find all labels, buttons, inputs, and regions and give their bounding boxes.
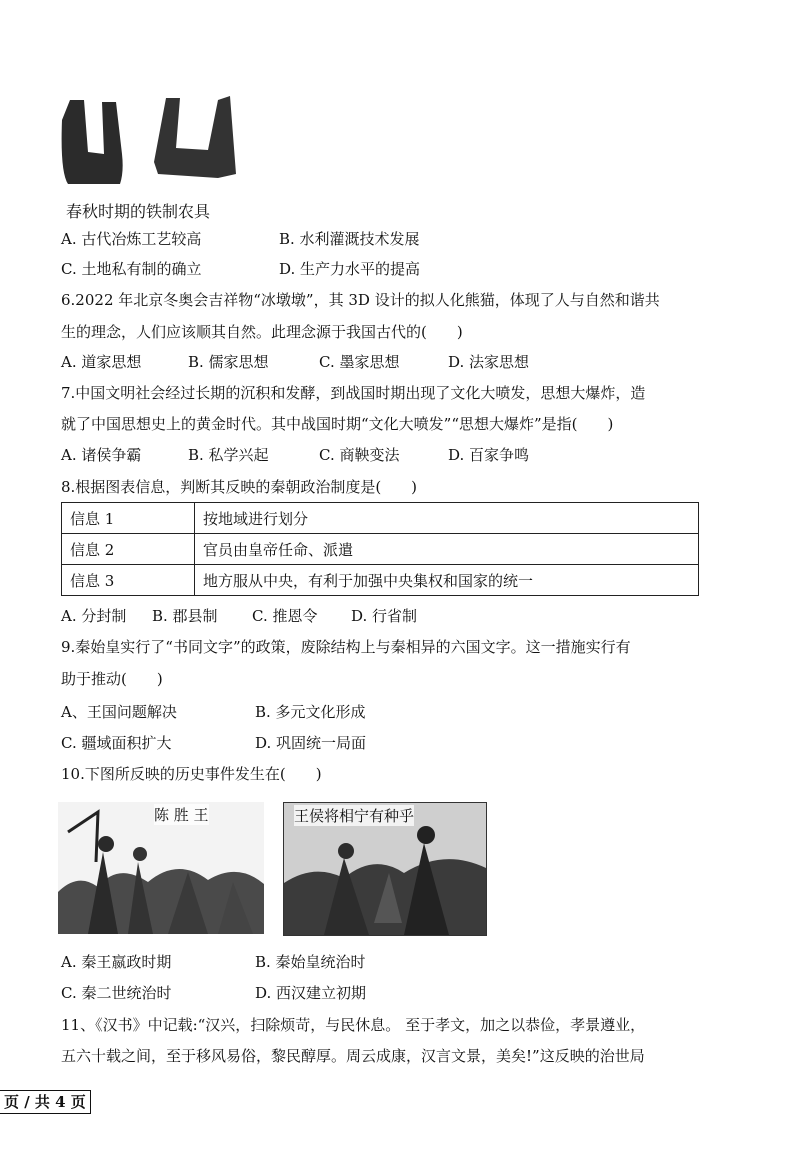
q6-option-a: A. 道家思想	[61, 353, 142, 371]
q7-stem-line2: 就了中国思想史上的黄金时代。其中战国时期“文化大喷发”“思想大爆炸”是指( )	[61, 415, 614, 433]
q8-option-a: A. 分封制	[61, 607, 127, 625]
table-cell-key: 信息 3	[62, 565, 195, 596]
q8-option-c: C. 推恩令	[252, 607, 318, 625]
info-table	[61, 502, 699, 596]
uprising-illustration-left	[58, 802, 264, 934]
table-row	[62, 565, 699, 596]
q5-option-b: B. 水利灌溉技术发展	[279, 230, 420, 248]
q5-option-d: D. 生产力水平的提高	[279, 260, 421, 278]
iron-tool-right	[154, 96, 236, 178]
iron-tools-image	[58, 92, 243, 187]
q9-option-a: A、王国问题解决	[61, 703, 177, 721]
q9-stem-line1: 9.秦始皇实行了“书同文字”的政策，废除结构上与秦相异的六国文字。这一措施实行有	[61, 638, 631, 656]
q6-option-b: B. 儒家思想	[188, 353, 269, 371]
q10-stem: 10.下图所反映的历史事件发生在( )	[61, 765, 322, 783]
table-row	[62, 534, 699, 565]
q8-option-d: D. 行省制	[351, 607, 418, 625]
q10-option-d: D. 西汉建立初期	[255, 984, 367, 1002]
q6-stem-line1: 6.2022 年北京冬奥会吉祥物“冰墩墩”，其 3D 设计的拟人化熊猫，体现了人与自然和谐共	[61, 291, 660, 309]
iron-tool-left	[62, 100, 123, 184]
q7-option-d: D. 百家争鸣	[448, 446, 530, 464]
q7-option-c: C. 商鞅变法	[319, 446, 400, 464]
q6-option-d: D. 法家思想	[448, 353, 530, 371]
q11-stem-line2: 五六十载之间，至于移风易俗，黎民醇厚。周云成康，汉言文景，美矣!”这反映的治世局	[61, 1047, 645, 1065]
q10-option-b: B. 秦始皇统治时	[255, 953, 366, 971]
q9-option-d: D. 巩固统一局面	[255, 734, 367, 752]
table-cell-key: 信息 2	[62, 534, 195, 565]
table-cell-value: 按地域进行划分	[195, 503, 699, 534]
q9-option-b: B. 多元文化形成	[255, 703, 366, 721]
figure-caption: 春秋时期的铁制农具	[66, 202, 211, 221]
table-cell-value: 官员由皇帝任命、派遣	[195, 534, 699, 565]
q10-option-a: A. 秦王嬴政时期	[61, 953, 172, 971]
q9-option-c: C. 疆域面积扩大	[61, 734, 172, 752]
q8-option-b: B. 郡县制	[152, 607, 218, 625]
q7-option-b: B. 私学兴起	[188, 446, 269, 464]
q5-option-c: C. 土地私有制的确立	[61, 260, 202, 278]
pic-right-label: 王侯将相宁有种乎	[294, 807, 415, 825]
uprising-illustration-right	[283, 802, 487, 936]
table-row	[62, 503, 699, 534]
q7-stem-line1: 7.中国文明社会经过长期的沉积和发酵，到战国时期出现了文化大喷发，思想大爆炸，造	[61, 384, 646, 402]
q6-stem-line2: 生的理念，人们应该顺其自然。此理念源于我国古代的( )	[61, 323, 463, 341]
q9-stem-line2: 助于推动( )	[61, 670, 163, 688]
q11-stem-line1: 11、《汉书》中记载:“汉兴，扫除烦苛，与民休息。 至于孝文，加之以恭俭，孝景遵业，	[61, 1016, 646, 1034]
q5-option-a: A. 古代冶炼工艺较高	[61, 230, 202, 248]
q6-option-c: C. 墨家思想	[319, 353, 400, 371]
table-cell-value: 地方服从中央，有利于加强中央集权和国家的统一	[195, 565, 699, 596]
page-indicator: 页 / 共 4 页	[0, 1090, 91, 1114]
pic-left-label: 陈 胜 王	[154, 806, 209, 824]
q10-option-c: C. 秦二世统治时	[61, 984, 172, 1002]
q7-option-a: A. 诸侯争霸	[61, 446, 142, 464]
q8-stem: 8.根据图表信息，判断其反映的秦朝政治制度是( )	[61, 478, 418, 496]
table-cell-key: 信息 1	[62, 503, 195, 534]
